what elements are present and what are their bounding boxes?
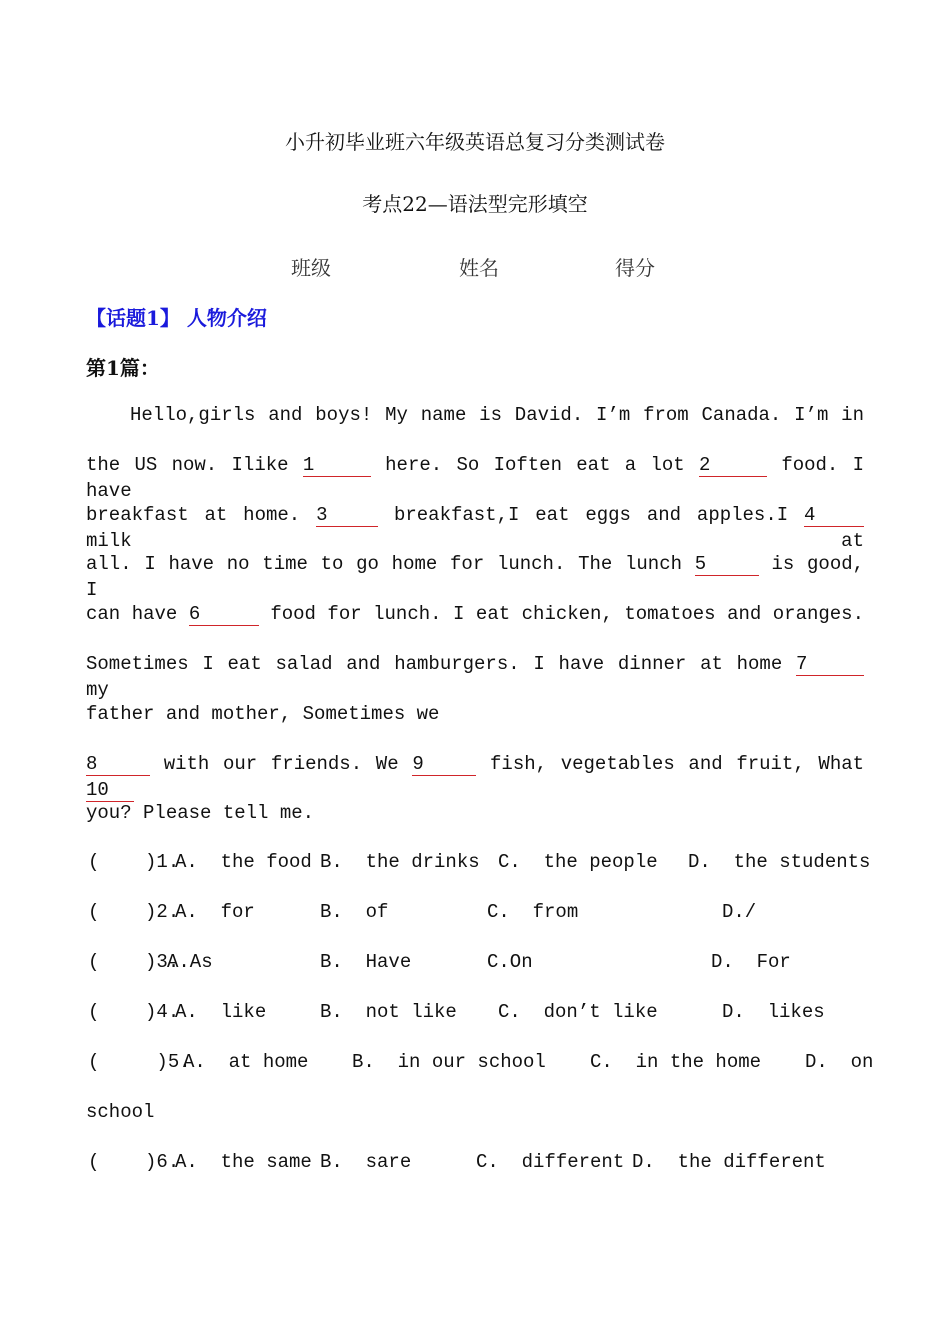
answer-blank[interactable]: 7	[796, 653, 864, 676]
passage-text: food for lunch. I eat chicken, tomatoes and oranges.	[270, 603, 864, 626]
passage-text: you? Please tell me.	[86, 802, 315, 825]
passage-text: fish, vegetables and fruit, What	[490, 752, 865, 775]
passage-line	[86, 502, 864, 552]
passage-line	[130, 402, 864, 428]
passage-text: the US now. Ilike	[86, 453, 289, 476]
passage-line	[86, 701, 864, 727]
option-d: D./	[722, 901, 757, 923]
passage-text: milk at	[86, 529, 864, 552]
option-c: C.On	[487, 951, 533, 973]
passage-line	[86, 751, 865, 801]
passage-line	[86, 800, 864, 826]
question-number[interactable]: ( )5.	[88, 1051, 191, 1073]
passage-line	[86, 601, 864, 627]
passage-text: Hello,girls and boys! My name is David. I’m from Canada. I’m in	[130, 404, 864, 426]
name-label: 姓名	[459, 256, 499, 280]
option-c: C. in the home	[590, 1051, 762, 1073]
option-d: D. the students	[688, 851, 871, 873]
question-number[interactable]: ( )3.	[88, 951, 180, 973]
question-number[interactable]: ( )6.	[88, 1151, 180, 1173]
answer-blank[interactable]: 3	[316, 504, 378, 527]
topic-heading: 【话题1】 人物介绍	[86, 306, 267, 330]
passage-line	[86, 651, 864, 701]
option-c: C. the people	[498, 851, 658, 873]
answer-blank[interactable]: 2	[699, 454, 767, 477]
answer-blank[interactable]: 1	[303, 454, 371, 477]
option-b: B. Have	[320, 951, 412, 973]
answer-blank[interactable]: 9	[412, 753, 476, 776]
passage-text: my	[86, 679, 109, 701]
question-number[interactable]: ( )2.	[88, 901, 180, 923]
answer-blank[interactable]: 5	[695, 553, 759, 576]
document-title: 小升初毕业班六年级英语总复习分类测试卷	[285, 130, 665, 154]
passage-text: all. I have no time to go home for lunch. The lunch	[86, 553, 683, 576]
option-a: A. at home	[183, 1051, 309, 1073]
passage-text: can have	[86, 603, 178, 626]
passage-text: here. So Ioften eat a lot	[385, 453, 685, 476]
option-b: B. sare	[320, 1151, 412, 1173]
passage-text: is good, I	[86, 553, 865, 602]
passage-line	[86, 452, 865, 502]
option-c: C. different	[476, 1151, 625, 1173]
option-a: A.As	[167, 951, 213, 973]
option-c: C. don’t like	[498, 1001, 658, 1023]
option-a: A. like	[175, 1001, 267, 1023]
passage-text: with our friends. We	[163, 752, 399, 775]
passage-text: father and mother, Sometimes we	[86, 702, 440, 725]
answer-blank[interactable]: 10	[86, 779, 134, 802]
passage-line	[86, 551, 865, 602]
passage-text: breakfast at home.	[86, 503, 301, 526]
question-number[interactable]: ( )1.	[88, 851, 180, 873]
option-d: D. For	[711, 951, 791, 973]
score-label: 得分	[615, 256, 655, 280]
option-d-continued: school	[86, 1101, 155, 1123]
question-number[interactable]: ( )4.	[88, 1001, 180, 1023]
option-b: B. the drinks	[320, 851, 480, 873]
option-d: D. likes	[722, 1001, 825, 1023]
document-subtitle: 考点22—语法型完形填空	[362, 192, 588, 216]
option-a: A. for	[175, 901, 255, 923]
passage-number: 第1篇：	[86, 356, 160, 380]
option-d: D. on	[805, 1051, 874, 1073]
passage-text: food. I have	[86, 453, 865, 502]
option-b: B. in our school	[352, 1051, 546, 1073]
option-a: A. the same	[175, 1151, 312, 1173]
option-a: A. the food	[175, 851, 312, 873]
option-b: B. of	[320, 901, 389, 923]
passage-text: Sometimes I eat salad and hamburgers. I have dinner at home	[86, 653, 783, 675]
passage-text: breakfast,I eat eggs and apples.I	[393, 503, 789, 526]
option-d: D. the different	[632, 1151, 826, 1173]
class-label: 班级	[291, 256, 331, 280]
answer-blank[interactable]: 4	[804, 504, 864, 527]
option-b: B. not like	[320, 1001, 457, 1023]
answer-blank[interactable]: 8	[86, 753, 150, 776]
answer-blank[interactable]: 6	[189, 603, 259, 626]
option-c: C. from	[487, 901, 579, 923]
